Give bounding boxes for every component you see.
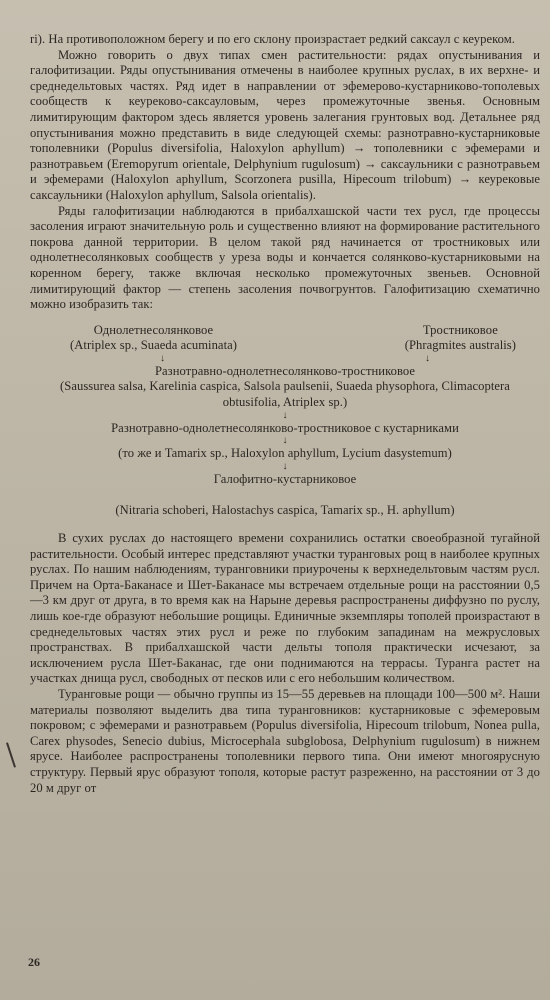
page-number: 26 [28,955,40,969]
scheme-step4-species: (Nitraria schoberi, Halostachys caspica, Tamarix sp., H. aphyllum) [115,503,455,518]
arrow-down-icon: ↓ [282,435,288,447]
scheme-step2-species: (Saussurea salsa, Karelinia caspica, Salsola paulsenii, Suaeda physophora, Climacoptera obtusifolia, Atriplex sp.) [60,379,510,410]
scheme-right-name: Тростниковое [422,322,498,337]
scheme-right-species: (Phragmites australis) [404,338,516,353]
scheme-arrows-top [30,354,540,364]
arrow-down-icon: ↓ [160,352,166,364]
page-text [30,32,540,796]
scheme-step3-name: Разнотравно-однолетнесолянково-тростниковое с кустарниками [111,420,459,435]
scheme-left-node [70,323,237,354]
scheme-step4-name: Галофитно-кустарниковое [213,471,357,486]
scheme-right-node [405,323,516,354]
arrow-down-icon: ↓ [424,352,430,364]
pencil-margin-mark [6,742,16,767]
paragraph-1: ri). На противоположном берегу и по его склону произрастает редкий саксаул с кеуреком. [30,32,515,46]
paragraph-4: В сухих руслах до настоящего времени сохранились остатки своеобразной тугайной растительности. Особый интерес представляют участки туранговых рощ в наиболее крупных руслах. По нашим наблюдениям, туранговники приурочены к верхнедельтовым частям русл. Причем на Орта-Баканасе и Шет-Баканасе мы встречаем отдельные рощи на расстоянии 0,5—3 км друг от друга, в то время как на Нарыне деревья распространены диффузно по руслу, лишь кое-где образуют небольшие рощицы. Единичные экземпляры тополей произрастают в среднедельтовых частях этих русл и реже по глубоким западинам на межрусловых пространствах. В прибалхашской части дельты тополя практически исчезают, за исключением русла Шет-Баканас, где они поднимаются на террасы. Туранга растет на участках днища русл, свободных от песков или с его небольшим количеством. [30,531,540,686]
scheme-top-row [30,323,540,354]
paragraph-3: Ряды галофитизации наблюдаются в прибалхашской части тех русл, где процессы засоления играют значительную роль и существенно влияют на формирование растительного покрова данной территории. В целом такой ряд начинается от тростниковых или однолетнесолянковых сообществ у уреза воды и кончается солянково-кустарниковыми на коренном берегу, также включая несколько промежуточных звеньев. Основной лимитирующий фактор — степень засоления почвогрунтов. Галофитизацию схематично можно изобразить так: [30,203,540,312]
arrow-down-icon: ↓ [282,409,288,421]
arrow-down-icon: ↓ [282,460,288,472]
scheme-left-species: (Atriplex sp., Suaeda acuminata) [70,338,238,353]
scheme-step3-species: (то же и Tamarix sp., Haloxylon aphyllum, Lycium dasystemum) [118,446,452,461]
halophytization-scheme [30,323,540,519]
paragraph-5: Туранговые рощи — обычно группы из 15—55 деревьев на площади 100—500 м². Наши материалы позволяют выделить два типа туранговников: кустарниковые с эфемеровым покровом; с эфемерами и разнотравьем (Populus diversifolia, Hipecoum trilobum, Nonea pulla, Carex physodes, Senecio dubius, Microcephala subglobosa, Delphynium rugulosum) в нижнем ярусе. Наиболее распространены тополевники первого типа. Они имеют многоярусную структуру. Первый ярус образуют тополя, которые растут разреженно, на расстоянии от 3 до 20 м друг от [30,686,540,795]
paragraph-2: Можно говорить о двух типах смен растительности: рядах опустынивания и галофитизации. Ряды опустынивания отмечены в наиболее крупных руслах, в их верхне- и среднедельтовых частях. Ряд идет в направлении от эфемерово-кустарниково-тополевых сообществ к кеуреково-саксауловым, через промежуточные звенья. Основным лимитирующим фактором здесь является уровень залегания грунтовых вод. Детальнее ряд опустынивания можно представить в виде следующей схемы: разнотравно-кустарниковые тополевники (Populus diversifolia, Haloxylon aphyllum) → тополевники с эфемерами и разнотравьем (Eremopyrum orientale, Delphynium rugulosum) → саксаульники с разнотравьем и эфемерами (Haloxylon aphyllum, Scorzonera pusilla, Hipecoum trilobum) → кеурековые саксаульники (Haloxylon aphyllum, Salsola orientalis). [30,47,540,202]
scheme-left-name: Однолетнесолянковое [93,322,214,337]
scheme-step2-name: Разнотравно-однолетнесолянково-тростниковое [154,363,416,378]
